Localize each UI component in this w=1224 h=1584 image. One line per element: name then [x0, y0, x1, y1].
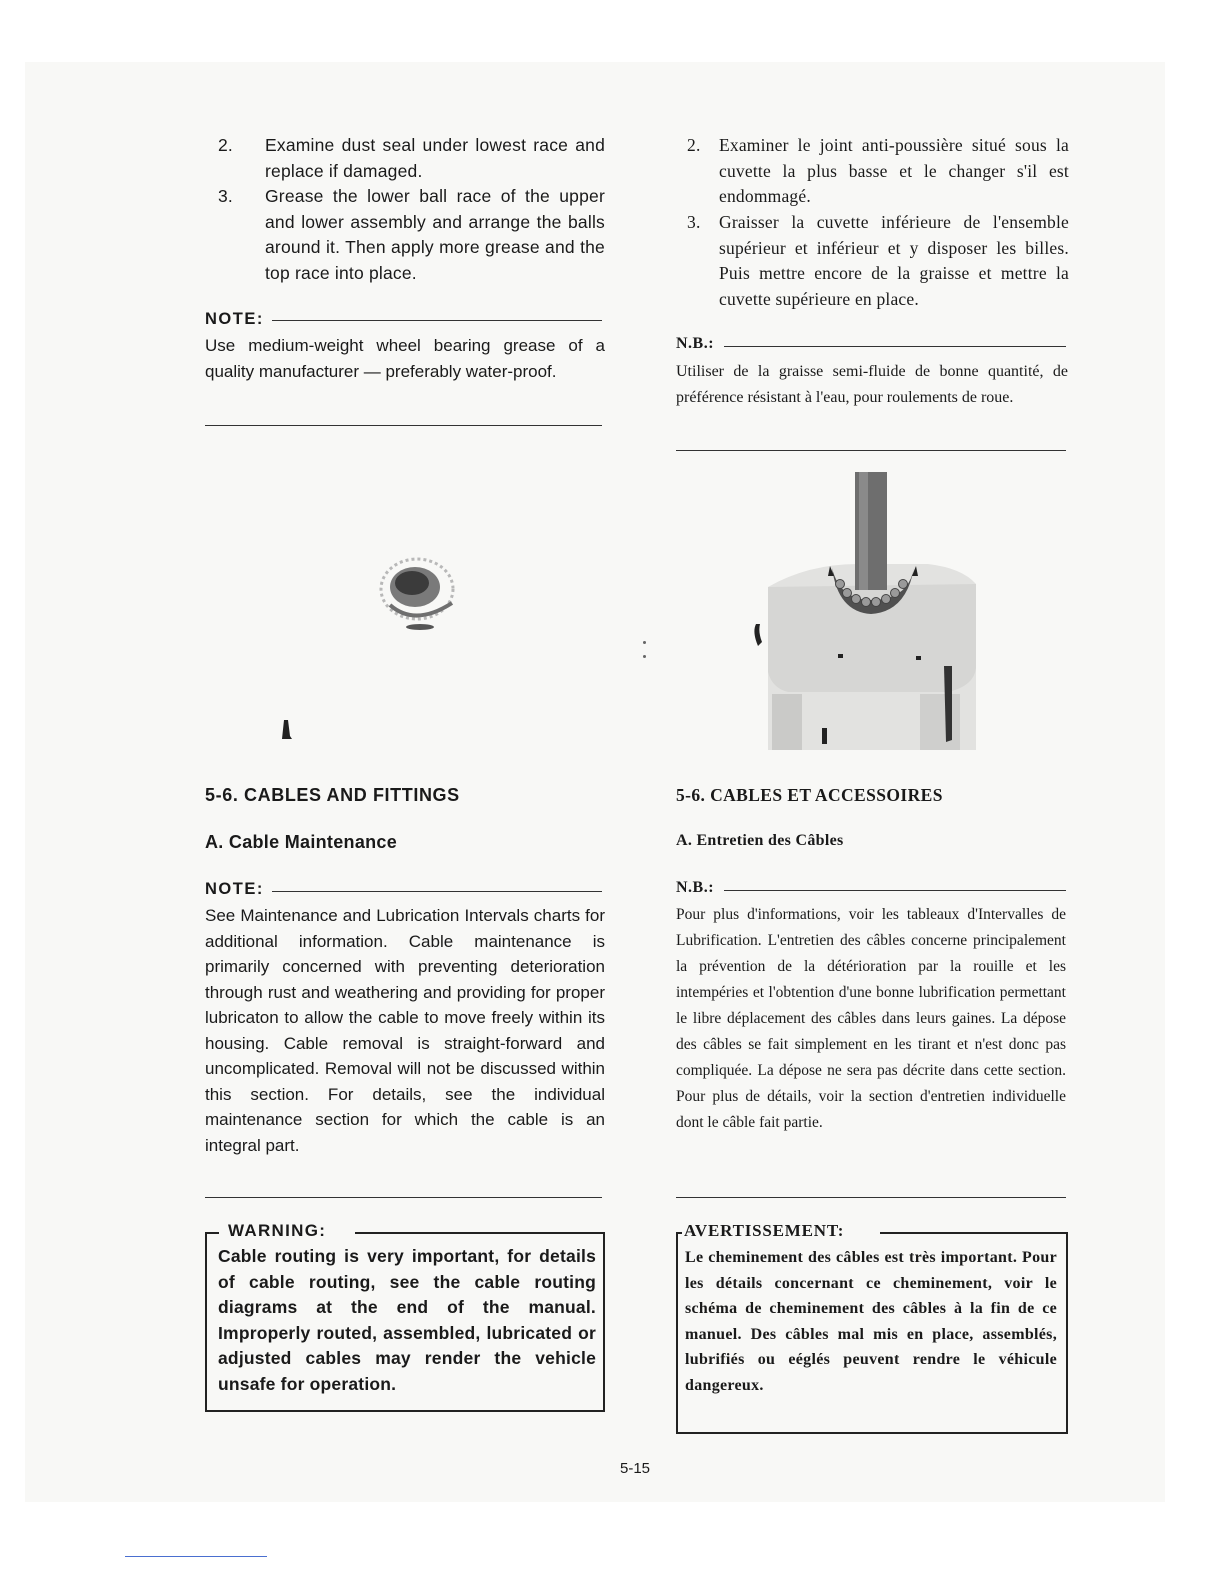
box-border	[676, 1232, 678, 1434]
section-heading: 5-6. CABLES ET ACCESSOIRES	[676, 785, 943, 805]
item-number: 2.	[687, 135, 701, 155]
note-text: Pour plus d'informations, voir les tableaux d'Intervalles de Lubrification. L'entretien des câbles concerne principalement la prévention de la détérioration par la rouille et les intempéries et l'obtention d'une bonne lubrification permettant le libre déplacement des câbles dans leurs gaines. La dépose des câbles se fait simplement en les tirant et n'est donc pas compliquée. La dépose ne sera pas décrite dans cette section. Pour plus de détails, voir la section d'entretien individuelle dont le câble fait partie.	[676, 906, 1066, 1131]
scan-dot	[643, 641, 646, 644]
note-text: See Maintenance and Lubrication Intervals charts for additional information. Cable maintenance is primarily concerned with preventing deterioration through rust and weathering and providing for proper lubricaton to allow the cable to move freely within its housing. Cable removal is straight-forward and uncomplicated. Removal will not be discussed within this section. For details, see the individual maintenance section for which the cable is an integral part.	[205, 906, 605, 1155]
box-border	[355, 1232, 605, 1234]
note-text: Use medium-weight wheel bearing grease of a quality manufacturer — preferably water-proof.	[205, 336, 605, 381]
note-heading: NOTE:	[205, 310, 264, 328]
note-heading: NOTE:	[205, 880, 264, 898]
item-number: 2.	[218, 135, 233, 155]
note-heading: N.B.:	[676, 879, 715, 896]
item-number: 3.	[218, 186, 233, 206]
subsection-heading: A. Cable Maintenance	[205, 832, 398, 852]
note-rule	[272, 891, 602, 892]
page-number: 5-15	[620, 1460, 651, 1477]
box-border	[880, 1232, 1068, 1234]
warning-heading: WARNING:	[228, 1221, 327, 1240]
box-border	[603, 1232, 605, 1412]
subsection-heading: A. Entretien des Câbles	[676, 832, 844, 849]
item-text: Grease the lower ball race of the upper and lower assembly and arrange the balls around it. Then apply more grease and the top race into place.	[265, 186, 605, 283]
bearing-race-photo	[360, 545, 470, 635]
box-border	[205, 1232, 207, 1412]
warning-text: Cable routing is very important, for details of cable routing, see the cable routing diagrams at the end of the manual. Improperly routed, assembled, lubricated or adjusted cables may render the vehicle unsafe for operation.	[218, 1246, 596, 1394]
divider	[205, 425, 602, 426]
item-text: Examine dust seal under lowest race and replace if damaged.	[265, 135, 605, 181]
box-border	[1066, 1232, 1068, 1434]
divider	[676, 1197, 1066, 1198]
item-number: 3.	[687, 212, 701, 232]
section-heading: 5-6. CABLES AND FITTINGS	[205, 785, 460, 805]
warning-heading: AVERTISSEMENT:	[684, 1221, 845, 1240]
box-border	[205, 1410, 605, 1412]
steering-stem-photo	[748, 472, 980, 750]
divider	[205, 1197, 602, 1198]
box-border	[205, 1232, 219, 1234]
marker	[281, 720, 293, 740]
divider	[676, 450, 1066, 451]
footer-rule	[125, 1556, 267, 1557]
item-text: Examiner le joint anti-poussière situé sous la cuvette la plus basse et le changer s'il est endommagé.	[719, 135, 1069, 206]
box-border	[676, 1432, 1068, 1434]
note-text: Utiliser de la graisse semi-fluide de bonne quantité, de préférence résistant à l'eau, pour roulements de roue.	[676, 363, 1068, 406]
note-heading: N.B.:	[676, 335, 715, 352]
warning-text: Le cheminement des câbles est très important. Pour les détails concernant ce cheminement, voir le schéma de cheminement des câbles à la fin de ce manuel. Des câbles mal mis en place, assemblés, lubrifiés ou eéglés peuvent rendre le véhicule dangereux.	[685, 1249, 1057, 1394]
item-text: Graisser la cuvette inférieure de l'ensemble supérieur et inférieur et y disposer les billes. Puis mettre encore de la graisse et mettre la cuvette supérieure en place.	[719, 212, 1069, 309]
note-rule	[724, 346, 1066, 347]
note-rule	[272, 320, 602, 321]
note-rule	[724, 890, 1066, 891]
scan-dot	[643, 655, 646, 658]
